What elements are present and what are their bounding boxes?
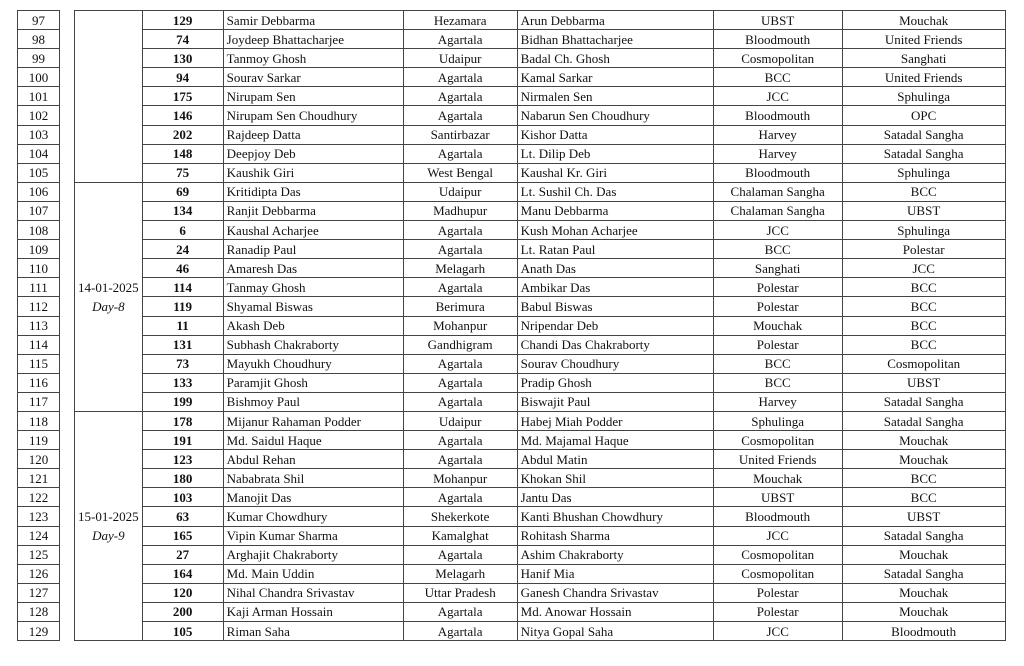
table-row [18,564,1006,583]
table-row [18,297,1006,316]
player-name-cell: Arghajit Chakraborty [223,545,403,564]
place-cell: Agartala [403,373,517,392]
father-name-cell: Badal Ch. Ghosh [517,49,713,68]
serial-number-cell: 97 [18,11,60,30]
match-date-cell [75,411,143,640]
place-cell: Agartala [403,87,517,106]
player-schedule-table [17,10,1006,641]
player-id-cell: 103 [142,488,223,507]
club-cell: UBST [713,11,842,30]
club-cell: BCC [713,240,842,259]
place-cell: Agartala [403,221,517,240]
table-row [18,602,1006,621]
player-id-cell: 191 [142,431,223,450]
player-name-cell: Riman Saha [223,622,403,641]
table-row [18,450,1006,469]
player-id-cell: 94 [142,68,223,87]
player-id-cell: 148 [142,144,223,163]
serial-number-cell: 124 [18,526,60,545]
place-cell: Agartala [403,450,517,469]
opponent-cell: Mouchak [842,602,1005,621]
serial-number-cell: 99 [18,49,60,68]
club-cell: Cosmopolitan [713,545,842,564]
match-date-cell [75,11,143,183]
place-cell: Agartala [403,622,517,641]
player-id-cell: 114 [142,278,223,297]
table-body [18,11,1006,641]
place-cell: Agartala [403,431,517,450]
player-name-cell: Akash Deb [223,316,403,335]
club-cell: Chalaman Sangha [713,201,842,220]
place-cell: Mohanpur [403,316,517,335]
club-cell: Polestar [713,335,842,354]
player-name-cell: Tanmoy Ghosh [223,49,403,68]
spacer-cell [60,182,75,411]
table-row [18,201,1006,220]
serial-number-cell: 107 [18,201,60,220]
club-cell: Cosmopolitan [713,49,842,68]
place-cell: Udaipur [403,182,517,201]
opponent-cell: Sphulinga [842,87,1005,106]
father-name-cell: Bidhan Bhattacharjee [517,30,713,49]
player-id-cell: 165 [142,526,223,545]
place-cell: Agartala [403,392,517,411]
club-cell: BCC [713,68,842,87]
father-name-cell: Kaushal Kr. Giri [517,163,713,182]
player-name-cell: Sourav Sarkar [223,68,403,87]
table-row [18,545,1006,564]
father-name-cell: Kishor Datta [517,125,713,144]
player-id-cell: 69 [142,182,223,201]
father-name-cell: Jantu Das [517,488,713,507]
player-name-cell: Ranadip Paul [223,240,403,259]
place-cell: Shekerkote [403,507,517,526]
table-row [18,144,1006,163]
father-name-cell: Md. Majamal Haque [517,431,713,450]
player-name-cell: Kaushik Giri [223,163,403,182]
player-name-cell: Md. Main Uddin [223,564,403,583]
match-date: 15-01-2025 [78,509,139,525]
opponent-cell: BCC [842,278,1005,297]
serial-number-cell: 106 [18,182,60,201]
club-cell: JCC [713,87,842,106]
player-id-cell: 134 [142,201,223,220]
serial-number-cell: 100 [18,68,60,87]
opponent-cell: BCC [842,335,1005,354]
spacer-cell [60,11,75,183]
table-row [18,68,1006,87]
serial-number-cell: 119 [18,431,60,450]
player-id-cell: 27 [142,545,223,564]
table-row [18,507,1006,526]
player-name-cell: Samir Debbarma [223,11,403,30]
opponent-cell: Mouchak [842,11,1005,30]
place-cell: Madhupur [403,201,517,220]
opponent-cell: Satadal Sangha [842,392,1005,411]
opponent-cell: Satadal Sangha [842,564,1005,583]
serial-number-cell: 108 [18,221,60,240]
club-cell: Mouchak [713,469,842,488]
father-name-cell: Abdul Matin [517,450,713,469]
opponent-cell: Sanghati [842,49,1005,68]
serial-number-cell: 116 [18,373,60,392]
opponent-cell: Satadal Sangha [842,144,1005,163]
player-id-cell: 123 [142,450,223,469]
player-id-cell: 63 [142,507,223,526]
place-cell: Berimura [403,297,517,316]
opponent-cell: UBST [842,507,1005,526]
table-row [18,240,1006,259]
table-row [18,163,1006,182]
place-cell: Hezamara [403,11,517,30]
table-row [18,488,1006,507]
father-name-cell: Manu Debbarma [517,201,713,220]
opponent-cell: United Friends [842,30,1005,49]
player-id-cell: 120 [142,583,223,602]
club-cell: Bloodmouth [713,106,842,125]
place-cell: Agartala [403,545,517,564]
father-name-cell: Lt. Dilip Deb [517,144,713,163]
opponent-cell: Polestar [842,240,1005,259]
club-cell: Polestar [713,278,842,297]
player-id-cell: 133 [142,373,223,392]
club-cell: Cosmopolitan [713,564,842,583]
table-row [18,411,1006,430]
father-name-cell: Khokan Shil [517,469,713,488]
club-cell: BCC [713,354,842,373]
serial-number-cell: 114 [18,335,60,354]
player-id-cell: 146 [142,106,223,125]
player-name-cell: Manojit Das [223,488,403,507]
player-id-cell: 46 [142,259,223,278]
father-name-cell: Lt. Sushil Ch. Das [517,182,713,201]
table-row [18,335,1006,354]
club-cell: Sphulinga [713,411,842,430]
club-cell: JCC [713,221,842,240]
club-cell: Chalaman Sangha [713,182,842,201]
serial-number-cell: 98 [18,30,60,49]
club-cell: Bloodmouth [713,163,842,182]
table-row [18,125,1006,144]
table-row [18,622,1006,641]
father-name-cell: Kush Mohan Acharjee [517,221,713,240]
place-cell: Mohanpur [403,469,517,488]
serial-number-cell: 128 [18,602,60,621]
opponent-cell: Cosmopolitan [842,354,1005,373]
player-id-cell: 175 [142,87,223,106]
opponent-cell: BCC [842,316,1005,335]
place-cell: Santirbazar [403,125,517,144]
player-name-cell: Nababrata Shil [223,469,403,488]
place-cell: Agartala [403,106,517,125]
player-name-cell: Tanmay Ghosh [223,278,403,297]
serial-number-cell: 110 [18,259,60,278]
club-cell: United Friends [713,450,842,469]
opponent-cell: Sphulinga [842,221,1005,240]
serial-number-cell: 112 [18,297,60,316]
serial-number-cell: 121 [18,469,60,488]
serial-number-cell: 120 [18,450,60,469]
player-id-cell: 119 [142,297,223,316]
table-row [18,316,1006,335]
place-cell: Kamalghat [403,526,517,545]
father-name-cell: Md. Anowar Hossain [517,602,713,621]
player-name-cell: Mijanur Rahaman Podder [223,411,403,430]
player-name-cell: Kaushal Acharjee [223,221,403,240]
place-cell: Agartala [403,602,517,621]
father-name-cell: Hanif Mia [517,564,713,583]
match-day: Day-8 [92,298,125,314]
player-id-cell: 6 [142,221,223,240]
club-cell: Harvey [713,144,842,163]
player-name-cell: Ranjit Debbarma [223,201,403,220]
serial-number-cell: 109 [18,240,60,259]
father-name-cell: Ganesh Chandra Srivastav [517,583,713,602]
opponent-cell: Bloodmouth [842,622,1005,641]
table-row [18,278,1006,297]
place-cell: Agartala [403,278,517,297]
opponent-cell: Satadal Sangha [842,125,1005,144]
player-name-cell: Paramjit Ghosh [223,373,403,392]
opponent-cell: BCC [842,297,1005,316]
player-id-cell: 202 [142,125,223,144]
club-cell: Polestar [713,297,842,316]
place-cell: Agartala [403,68,517,87]
table-row [18,87,1006,106]
player-name-cell: Md. Saidul Haque [223,431,403,450]
place-cell: Gandhigram [403,335,517,354]
opponent-cell: JCC [842,259,1005,278]
father-name-cell: Rohitash Sharma [517,526,713,545]
match-date-cell [75,182,143,411]
player-id-cell: 199 [142,392,223,411]
serial-number-cell: 103 [18,125,60,144]
player-name-cell: Vipin Kumar Sharma [223,526,403,545]
player-id-cell: 131 [142,335,223,354]
serial-number-cell: 126 [18,564,60,583]
player-name-cell: Nihal Chandra Srivastav [223,583,403,602]
player-name-cell: Amaresh Das [223,259,403,278]
father-name-cell: Nabarun Sen Choudhury [517,106,713,125]
player-id-cell: 105 [142,622,223,641]
serial-number-cell: 115 [18,354,60,373]
place-cell: Agartala [403,30,517,49]
place-cell: Agartala [403,488,517,507]
serial-number-cell: 123 [18,507,60,526]
father-name-cell: Ambikar Das [517,278,713,297]
club-cell: Polestar [713,583,842,602]
table-row [18,106,1006,125]
father-name-cell: Nripendar Deb [517,316,713,335]
player-name-cell: Rajdeep Datta [223,125,403,144]
father-name-cell: Biswajit Paul [517,392,713,411]
player-name-cell: Subhash Chakraborty [223,335,403,354]
place-cell: West Bengal [403,163,517,182]
father-name-cell: Anath Das [517,259,713,278]
club-cell: UBST [713,488,842,507]
table-row [18,354,1006,373]
father-name-cell: Pradip Ghosh [517,373,713,392]
opponent-cell: Mouchak [842,450,1005,469]
player-id-cell: 129 [142,11,223,30]
player-name-cell: Bishmoy Paul [223,392,403,411]
player-id-cell: 75 [142,163,223,182]
table-row [18,431,1006,450]
player-name-cell: Mayukh Choudhury [223,354,403,373]
player-name-cell: Nirupam Sen [223,87,403,106]
father-name-cell: Sourav Choudhury [517,354,713,373]
father-name-cell: Nitya Gopal Saha [517,622,713,641]
player-name-cell: Kritidipta Das [223,182,403,201]
club-cell: Polestar [713,602,842,621]
serial-number-cell: 127 [18,583,60,602]
club-cell: Harvey [713,392,842,411]
serial-number-cell: 102 [18,106,60,125]
place-cell: Uttar Pradesh [403,583,517,602]
player-id-cell: 200 [142,602,223,621]
opponent-cell: Mouchak [842,431,1005,450]
match-date: 14-01-2025 [78,279,139,295]
father-name-cell: Ashim Chakraborty [517,545,713,564]
player-id-cell: 178 [142,411,223,430]
table-row [18,259,1006,278]
serial-number-cell: 113 [18,316,60,335]
table-row [18,392,1006,411]
opponent-cell: Satadal Sangha [842,526,1005,545]
player-name-cell: Deepjoy Deb [223,144,403,163]
table-row [18,583,1006,602]
player-id-cell: 73 [142,354,223,373]
player-id-cell: 24 [142,240,223,259]
place-cell: Udaipur [403,49,517,68]
opponent-cell: Satadal Sangha [842,411,1005,430]
father-name-cell: Kanti Bhushan Chowdhury [517,507,713,526]
club-cell: Bloodmouth [713,30,842,49]
table-row [18,469,1006,488]
place-cell: Agartala [403,144,517,163]
club-cell: JCC [713,622,842,641]
father-name-cell: Kamal Sarkar [517,68,713,87]
club-cell: Mouchak [713,316,842,335]
father-name-cell: Chandi Das Chakraborty [517,335,713,354]
player-name-cell: Abdul Rehan [223,450,403,469]
place-cell: Melagarh [403,564,517,583]
serial-number-cell: 104 [18,144,60,163]
player-name-cell: Nirupam Sen Choudhury [223,106,403,125]
club-cell: BCC [713,373,842,392]
opponent-cell: Mouchak [842,583,1005,602]
opponent-cell: Mouchak [842,545,1005,564]
spacer-cell [60,411,75,640]
opponent-cell: BCC [842,469,1005,488]
father-name-cell: Babul Biswas [517,297,713,316]
place-cell: Agartala [403,240,517,259]
table-row [18,182,1006,201]
father-name-cell: Arun Debbarma [517,11,713,30]
serial-number-cell: 117 [18,392,60,411]
father-name-cell: Nirmalen Sen [517,87,713,106]
opponent-cell: UBST [842,201,1005,220]
player-id-cell: 180 [142,469,223,488]
serial-number-cell: 129 [18,622,60,641]
serial-number-cell: 125 [18,545,60,564]
club-cell: JCC [713,526,842,545]
table-row [18,11,1006,30]
player-id-cell: 130 [142,49,223,68]
table-row [18,526,1006,545]
opponent-cell: Sphulinga [842,163,1005,182]
place-cell: Melagarh [403,259,517,278]
player-name-cell: Kumar Chowdhury [223,507,403,526]
father-name-cell: Lt. Ratan Paul [517,240,713,259]
player-name-cell: Shyamal Biswas [223,297,403,316]
place-cell: Udaipur [403,411,517,430]
table-row [18,221,1006,240]
table-row [18,373,1006,392]
table-row [18,49,1006,68]
father-name-cell: Habej Miah Podder [517,411,713,430]
table-row [18,30,1006,49]
serial-number-cell: 105 [18,163,60,182]
serial-number-cell: 101 [18,87,60,106]
opponent-cell: BCC [842,182,1005,201]
club-cell: Sanghati [713,259,842,278]
opponent-cell: OPC [842,106,1005,125]
place-cell: Agartala [403,354,517,373]
player-name-cell: Joydeep Bhattacharjee [223,30,403,49]
club-cell: Bloodmouth [713,507,842,526]
match-day: Day-9 [92,528,125,544]
club-cell: Harvey [713,125,842,144]
player-id-cell: 74 [142,30,223,49]
serial-number-cell: 111 [18,278,60,297]
player-id-cell: 164 [142,564,223,583]
player-id-cell: 11 [142,316,223,335]
serial-number-cell: 122 [18,488,60,507]
opponent-cell: BCC [842,488,1005,507]
club-cell: Cosmopolitan [713,431,842,450]
serial-number-cell: 118 [18,411,60,430]
player-name-cell: Kaji Arman Hossain [223,602,403,621]
opponent-cell: UBST [842,373,1005,392]
opponent-cell: United Friends [842,68,1005,87]
